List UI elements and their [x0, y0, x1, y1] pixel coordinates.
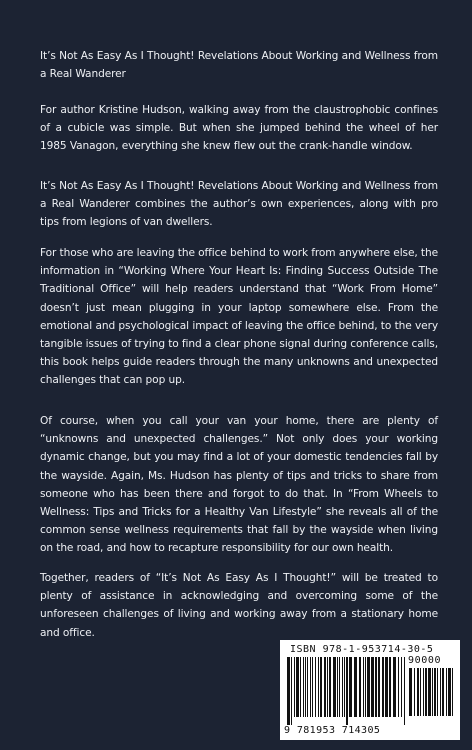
barcode-bar	[346, 657, 348, 725]
barcode-bar	[305, 657, 306, 717]
barcode-bar	[401, 657, 402, 717]
work-section-paragraph: For those who are leaving the office behind to work from anywhere else, the information in “Working Where Your Heart Is: Finding Success Outside The Traditional Office” will help readers understand that “Work From Home” doesn’t just mean plugging in your laptop somewhere else. From the emotional and psychological impact of leaving the office behind, to the very tangible issues of trying to find a clear phone signal during conference calls, this book helps guide readers through the many unknowns and unexpected challenges that can pop up.	[40, 247, 438, 387]
barcode-bar	[409, 668, 412, 716]
wellness-section-paragraph: Of course, when you call your van your home, there are plenty of “unknowns and unexpected challenges.” Not only does your working dynamic change, but you may find a lot of your domestic tendencies fall by the wayside. Again, Ms. Hudson has plenty of tips and tricks to share from someone who has been there and forgot to do that. In “From Wheels to Wellness: Tips and Tricks for a Healthy Van Lifestyle” she reveals all of the common sense wellness requirements that fall by the wayside when living on the road, and how to recapture responsibility for our own health.	[40, 415, 438, 555]
barcode-bar	[287, 657, 290, 725]
barcode-bar	[437, 668, 438, 716]
addon-barcode-bars	[408, 668, 454, 724]
barcode-bar	[398, 657, 399, 717]
barcode-bar	[382, 657, 384, 717]
barcode-bar	[300, 657, 301, 717]
barcode-bar	[307, 657, 308, 717]
isbn-label: ISBN 978-1-953714-30-5	[290, 644, 434, 655]
barcode-bar	[318, 657, 319, 717]
barcode-bar	[329, 657, 331, 717]
ean-digits-label: 9 781953 714305	[284, 725, 381, 736]
barcode-bar	[414, 668, 415, 716]
barcode-bar	[442, 668, 444, 716]
closing-paragraph: Together, readers of “It’s Not As Easy As I Thought!” will be treated to plenty of assistance in acknowledging and overcoming some of the unforeseen challenges of living and working away from a stationary home and office.	[40, 572, 438, 639]
barcode-bar	[337, 657, 338, 717]
barcode-bar	[389, 657, 391, 717]
barcode-bar	[354, 657, 357, 717]
barcode-bar	[452, 668, 453, 716]
barcode-bar	[320, 657, 322, 717]
barcode-bar	[363, 657, 364, 717]
barcode-bar	[303, 657, 304, 717]
barcode-bar	[333, 657, 336, 717]
price-addon-label: 90000	[408, 655, 442, 666]
barcode-bar	[342, 657, 343, 717]
barcode-bar	[359, 657, 361, 717]
barcode-bar	[417, 668, 419, 716]
barcode-bar	[310, 657, 311, 717]
barcode-bar	[296, 657, 299, 717]
barcode-bar	[446, 668, 447, 716]
summary-paragraph: It’s Not As Easy As I Thought! Revelations About Working and Wellness from a Real Wanderer combines the author’s own experiences, along with pro tips from legions of van dwellers.	[40, 180, 438, 229]
barcode-bar	[428, 668, 431, 716]
barcode-bar	[294, 657, 295, 717]
intro-paragraph: For author Kristine Hudson, walking away from the claustrophobic confines of a cubicle was simple. But when she jumped behind the wheel of her 1985 Vanagon, everything she knew flew out the crank-handle window.	[40, 104, 438, 153]
barcode-bar	[425, 668, 427, 716]
barcode-bar	[393, 657, 396, 717]
barcode-bar	[434, 668, 436, 716]
barcode-bar	[349, 657, 352, 717]
barcode-bar	[367, 657, 370, 717]
isbn-barcode	[280, 640, 460, 740]
barcode-bar	[312, 657, 313, 717]
barcode-bar	[404, 657, 405, 725]
barcode-bar	[378, 657, 380, 717]
barcode-bar	[315, 657, 316, 717]
barcode-bar	[448, 668, 451, 716]
barcode-bar	[385, 657, 388, 717]
ean-barcode-bars	[286, 657, 406, 725]
barcode-bar	[371, 657, 374, 717]
barcode-bar	[423, 668, 424, 716]
barcode-bar	[432, 668, 433, 716]
barcode-bar	[344, 657, 345, 717]
barcode-bar	[339, 657, 340, 717]
barcode-bar	[291, 657, 292, 725]
book-title-paragraph: It’s Not As Easy As I Thought! Revelations About Working and Wellness from a Real Wanderer	[40, 50, 438, 81]
barcode-bar	[327, 657, 328, 717]
barcode-bar	[420, 668, 421, 716]
barcode-bar	[324, 657, 326, 717]
barcode-bar	[365, 657, 366, 717]
barcode-bar	[440, 668, 441, 716]
barcode-bar	[375, 657, 377, 717]
